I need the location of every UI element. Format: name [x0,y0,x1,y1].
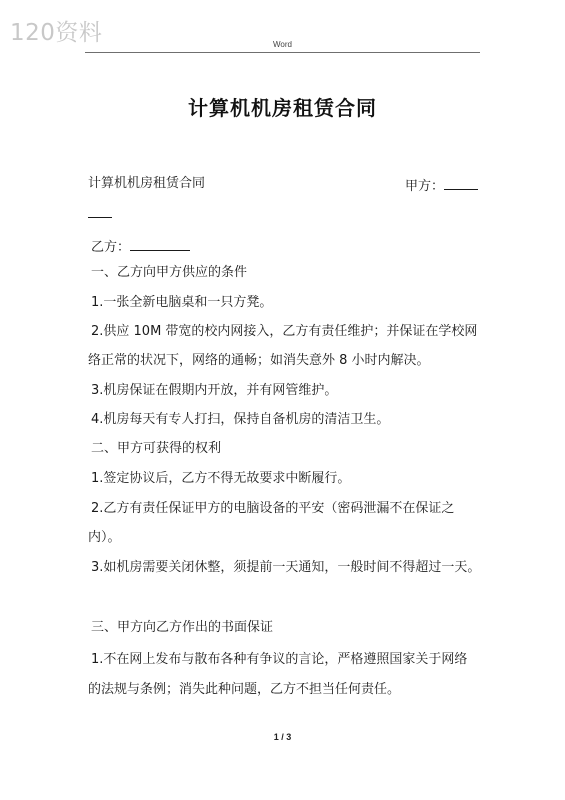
header-label: Word [273,40,292,49]
section-heading-3: 三、甲方向乙方作出的书面保证 [91,620,274,635]
section-1-item-1: 1.一张全新电脑桌和一只方凳。 [91,295,273,310]
party-a-blank-wrap [88,204,112,218]
section-heading-2: 二、甲方可获得的权利 [91,441,222,456]
party-a-blank-continuation [88,204,112,223]
section-1-item-3: 3.机房保证在假期内开放，并有网管维护。 [91,383,338,398]
party-b-label: 乙方： [91,240,131,255]
watermark-logo: 120资料 [10,20,103,46]
section-2-item-3: 3.如机房需要关闭休整，须提前一天通知，一般时间不得超过一天。 [91,560,481,575]
section-2-item-2-line-1: 2.乙方有责任保证甲方的电脑设备的平安（密码泄漏不在保证之 [91,501,455,516]
section-1-item-4: 4.机房每天有专人打扫，保持自备机房的清洁卫生。 [91,412,390,427]
document-title: 计算机机房租赁合同 [188,96,377,120]
section-heading-1: 一、乙方向甲方供应的条件 [91,265,248,280]
section-1-item-2-line-1: 2.供应 10M 带宽的校内网接入，乙方有责任维护；并保证在学校网 [91,324,478,339]
page-number: 1 / 3 [273,732,292,742]
party-a-field [405,176,478,195]
party-b-blank [130,237,190,251]
party-a-label: 甲方： [405,179,445,194]
header-rule [85,52,480,53]
intro-line: 计算机机房租赁合同 [88,176,206,191]
section-3-item-1-line-2: 的法规与条例；消失此种问题，乙方不担当任何责任。 [88,682,401,697]
party-a-blank [444,176,478,190]
section-2-item-2-line-2: 内）。 [88,530,121,545]
section-1-item-2-line-2: 络正常的状况下，网络的通畅；如消失意外 8 小时内解决。 [88,353,430,368]
section-2-item-1: 1.签定协议后，乙方不得无故要求中断履行。 [91,471,351,486]
section-3-item-1-line-1: 1.不在网上发布与散布各种有争议的言论，严格遵照国家关于网络 [91,652,468,667]
party-b-field [91,237,190,256]
